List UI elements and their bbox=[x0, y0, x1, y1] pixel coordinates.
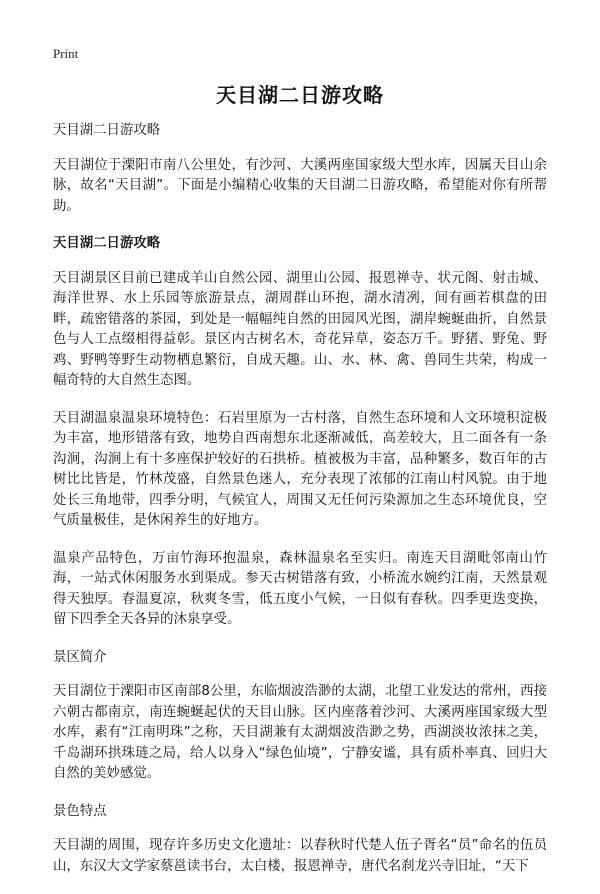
article-body bbox=[53, 121, 547, 894]
paragraph: 天目湖位于溧阳市南八公里处，有沙河、大溪两座国家级大型水库，因属天目山余脉，故名“天目湖”。下面是小编精心收集的天目湖二日游攻略，希望能对你有所帮助。 bbox=[53, 157, 547, 214]
page-title: 天目湖二日游攻略 bbox=[216, 83, 384, 107]
section-heading: 景区简介 bbox=[53, 649, 107, 665]
paragraph: 天目湖温泉温泉环境特色：石岩里原为一古村落，自然生态环境和人文环境积淀极为丰富，地形错落有致，地势自西南想东北逐渐减低，高差较大，且二面各有一条沟涧，沟涧上有十多座保护较好的石拱桥。植被极为丰富，品种繁多，数百年的古树比比皆是，竹林茂盛，自然景色迷人，充分表现了浓郁的江南山村风貌。由于地处长三角地带，四季分明，气候宜人，周围又无任何污染源加之生态环境优良，空气质量极佳，是休闲养生的好地方。 bbox=[53, 410, 547, 528]
paragraph: 天目湖位于溧阳市区南部8公里，东临烟波浩渺的太湖，北望工业发达的常州，西接六朝古都南京，南连蜿蜒起伏的天目山脉。区内座落着沙河、大溪两座国家级大型水库，素有“江南明珠”之称，天目湖兼有太湖烟波浩渺之势，西湖淡妆浓抹之美，千岛湖环拱珠琏之局，给人以身入“绿色仙境”，宁静安谧，具有质朴率真、回归大自然的美妙感觉。 bbox=[53, 684, 547, 781]
paragraph: 天目湖的周围，现存许多历史文化遗址：以春秋时代楚人伍子胥名“员”命名的伍员山，东汉大文学家蔡邕读书台，太白楼，报恩禅寺，唐代名刹龙兴寺旧址，“天下 bbox=[53, 838, 547, 874]
paragraph: 温泉产品特色，万亩竹海环抱温泉，森林温泉名至实归。南连天目湖毗邻南山竹海，一站式休闲服务水到渠成。参天古树错落有致，小桥流水婉约江南，天然景观得天独厚。春温夏凉，秋爽冬雪，低五度小气候，一日似有春秋。四季更迭变换，留下四季全天各异的沐泉享受。 bbox=[53, 550, 547, 627]
section-heading: 景色特点 bbox=[53, 803, 107, 819]
section-heading: 天目湖二日游攻略 bbox=[53, 123, 161, 138]
bold-section-heading: 天目湖二日游攻略 bbox=[53, 236, 161, 251]
print-link[interactable]: Print bbox=[53, 46, 79, 61]
paragraph: 天目湖景区目前已建成羊山自然公园、湖里山公园、报恩禅寺、状元阁、射击城、海洋世界、水上乐园等旅游景点，湖周群山环抱，湖水清冽，间有画若棋盘的田畔，疏密错落的茶园，到处是一幅幅纯自然的田园风光图，湖岸蜿蜒曲折，自然景色与人工点缀相得益彰。景区内古树名木，奇花异草，姿态万千。野猪、野兔、野鸡、野鸭等野生动物栖息繁衍，自成天趣。山、水、林、禽、兽同生共荣，构成一幅奇特的大自然生态图。 bbox=[53, 270, 547, 388]
